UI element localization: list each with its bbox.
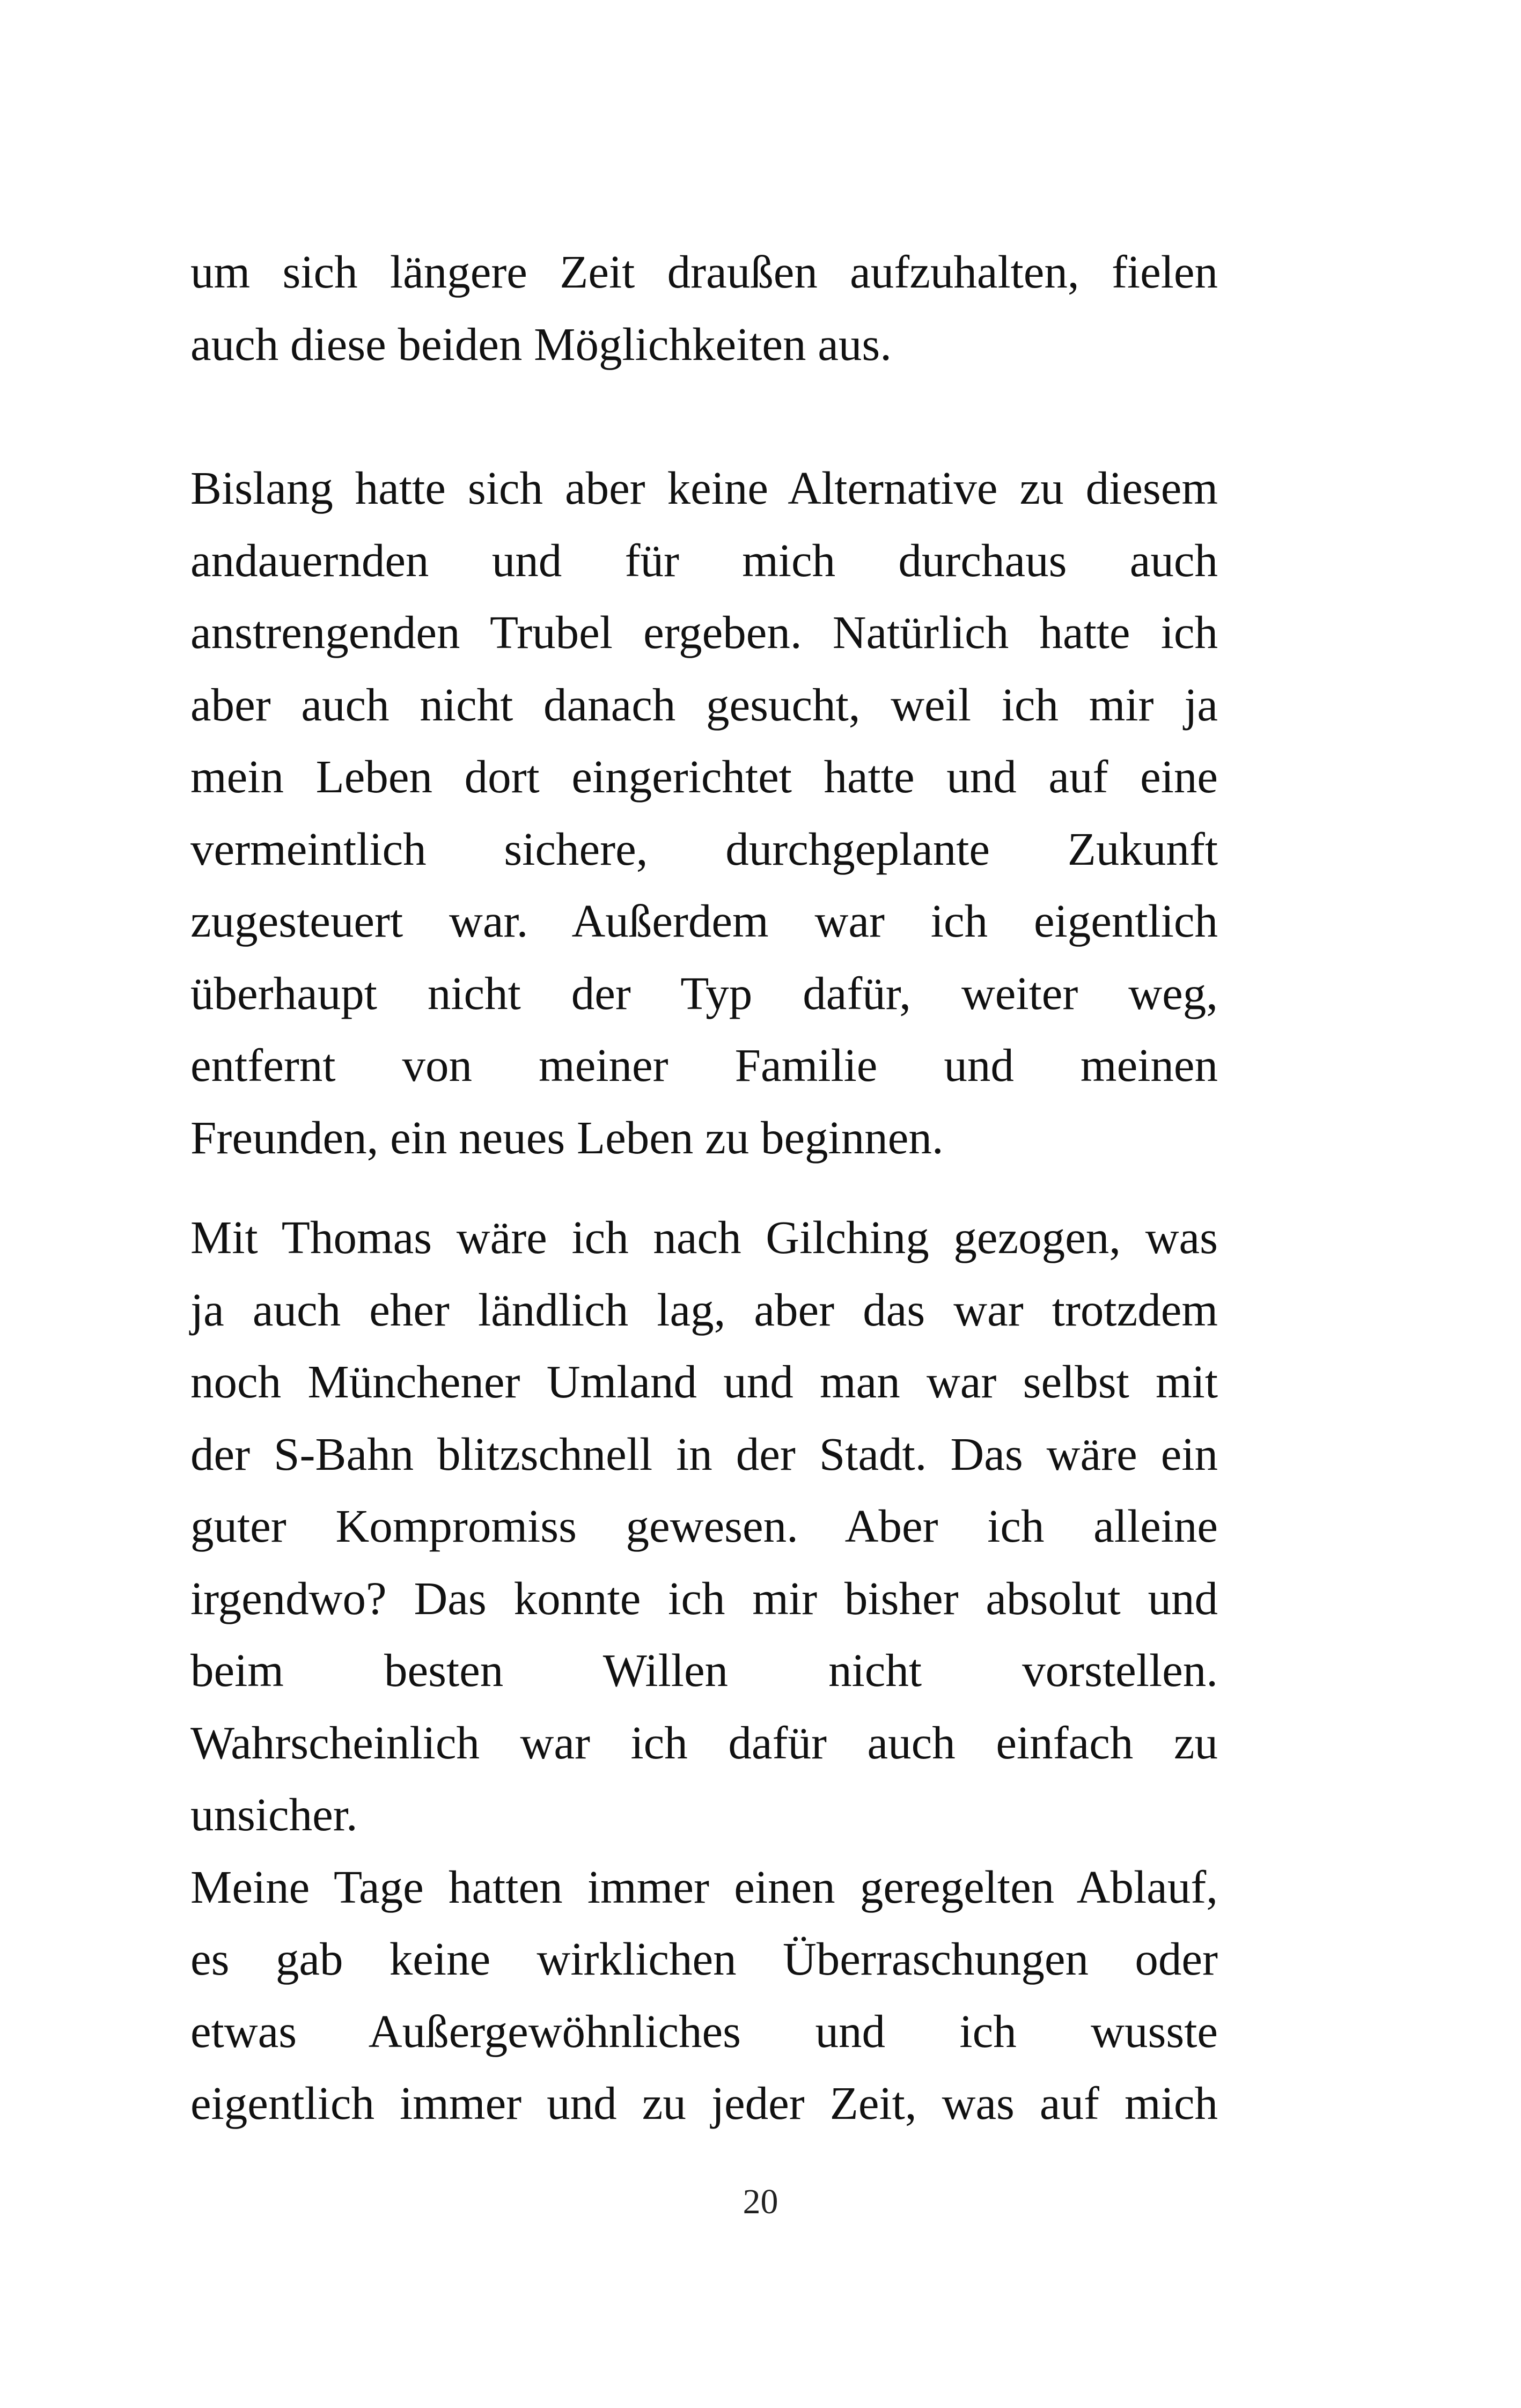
text-line: eigentlich immer und zu jeder Zeit, was auf mich <box>190 2077 1218 2129</box>
text-line: es gab keine wirklichen Überraschungen oder <box>190 1933 1218 1985</box>
text-line: zugesteuert war. Außerdem war ich eigentlich <box>190 895 1218 947</box>
text-line: etwas Außergewöhnliches und ich wusste <box>190 2005 1218 2057</box>
page-number: 20 <box>743 2182 778 2221</box>
text-line: beim besten Willen nicht vorstellen. <box>190 1644 1218 1696</box>
text-line: andauernden und für mich durchaus auch <box>190 534 1218 586</box>
text-line: Mit Thomas wäre ich nach Gilching gezogen, was <box>190 1211 1218 1263</box>
text-line: aber auch nicht danach gesucht, weil ich mir ja <box>190 678 1218 731</box>
text-line: Freunden, ein neues Leben zu beginnen. <box>190 1111 944 1164</box>
paragraph-spacer <box>190 380 1218 452</box>
text-line: auch diese beiden Möglichkeiten aus. <box>190 318 892 370</box>
text-line: vermeintlich sichere, durchgeplante Zukunft <box>190 822 1218 875</box>
paragraph <box>190 236 1218 380</box>
paragraph <box>190 452 1218 1174</box>
paragraph <box>190 1851 1218 2140</box>
text-line: mein Leben dort eingerichtet hatte und auf eine <box>190 750 1218 802</box>
text-line: unsicher. <box>190 1788 358 1840</box>
text-line: der S-Bahn blitzschnell in der Stadt. Das wäre ein <box>190 1427 1218 1480</box>
text-line: Bislang hatte sich aber keine Alternative zu diesem <box>190 462 1218 514</box>
text-line: Meine Tage hatten immer einen geregelten Ablauf, <box>190 1860 1218 1913</box>
text-line: anstrengenden Trubel ergeben. Natürlich hatte ich <box>190 606 1218 658</box>
page-body <box>190 236 1218 2140</box>
text-line: Wahrscheinlich war ich dafür auch einfach zu <box>190 1716 1218 1769</box>
paragraph <box>190 1202 1218 1851</box>
paragraph-spacer <box>190 1174 1218 1202</box>
text-line: ja auch eher ländlich lag, aber das war trotzdem <box>190 1283 1218 1336</box>
text-line: guter Kompromiss gewesen. Aber ich alleine <box>190 1500 1218 1552</box>
text-line: noch Münchener Umland und man war selbst mit <box>190 1356 1218 1408</box>
text-line: um sich längere Zeit draußen aufzuhalten, fielen <box>190 246 1218 298</box>
text-line: entfernt von meiner Familie und meinen <box>190 1039 1218 1091</box>
text-line: irgendwo? Das konnte ich mir bisher absolut und <box>190 1572 1218 1624</box>
text-line: überhaupt nicht der Typ dafür, weiter weg, <box>190 967 1218 1019</box>
